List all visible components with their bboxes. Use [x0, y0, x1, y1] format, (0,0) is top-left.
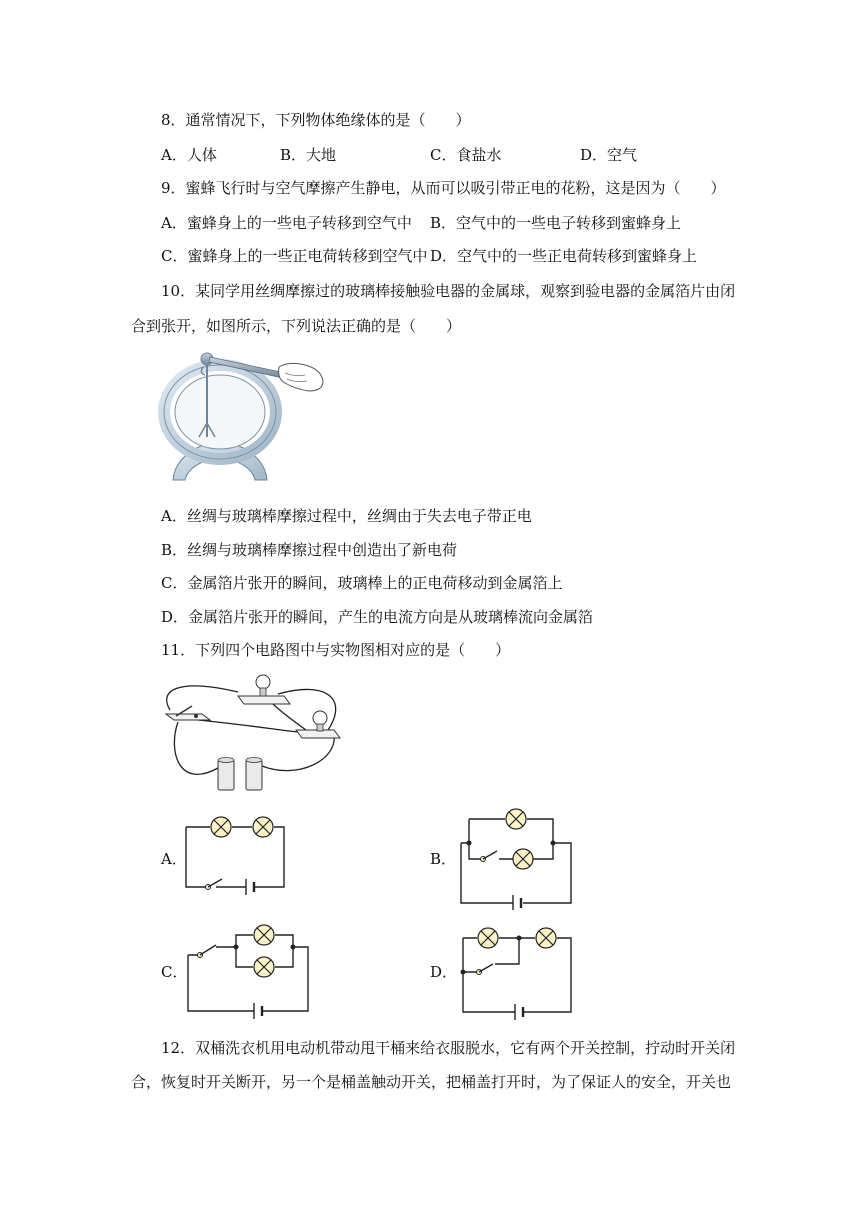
circuit-diagram-c: [180, 915, 315, 1020]
option-d-label: D．: [430, 963, 458, 981]
q9-option-d: D．空气中的一些正电荷转移到蜜蜂身上: [430, 247, 698, 265]
q8-stem: 8．通常情况下，下列物体绝缘体的是（ ）: [161, 111, 471, 129]
lamp-icon: [254, 925, 274, 945]
q10-stem-line1: 10．某同学用丝绸摩擦过的玻璃棒接触验电器的金属球，观察到验电器的金属箔片由闭: [161, 282, 736, 300]
option-c-label: C．: [161, 963, 188, 981]
q8-option-d: D．空气: [580, 146, 638, 164]
q10-option-a: A．丝绸与玻璃棒摩擦过程中，丝绸由于失去电子带正电: [161, 507, 532, 525]
q9-stem: 9．蜜蜂飞行时与空气摩擦产生静电，从而可以吸引带正电的花粉，这是因为（ ）: [161, 179, 726, 197]
option-b-label: B．: [430, 850, 457, 868]
lamp-icon: [506, 809, 526, 829]
q11-stem: 11．下列四个电路图中与实物图相对应的是（ ）: [161, 641, 511, 659]
lamp-icon: [253, 817, 273, 837]
lamp-icon: [254, 957, 274, 977]
lamp-icon: [211, 817, 231, 837]
physical-circuit-figure: [158, 670, 348, 800]
option-a-label: A．: [161, 850, 187, 868]
circuit-diagram-b: [455, 805, 580, 910]
circuit-diagram-d: [455, 920, 580, 1020]
lamp-icon: [513, 849, 533, 869]
lamp-icon: [478, 928, 498, 948]
circuit-diagram-a: [180, 815, 290, 895]
electroscope-figure: [155, 345, 335, 495]
q9-option-a: A．蜜蜂身上的一些电子转移到空气中: [161, 214, 412, 232]
q12-line1: 12．双桶洗衣机用电动机带动甩干桶来给衣服脱水，它有两个开关控制，拧动时开关闭: [161, 1039, 736, 1057]
q10-option-c: C．金属箔片张开的瞬间，玻璃棒上的正电荷移动到金属箔上: [161, 574, 563, 592]
q10-option-b: B．丝绸与玻璃棒摩擦过程中创造出了新电荷: [161, 541, 458, 559]
q10-option-d: D．金属箔片张开的瞬间，产生的电流方向是从玻璃棒流向金属箔: [161, 608, 594, 626]
q9-option-c: C．蜜蜂身上的一些正电荷转移到空气中: [161, 247, 428, 265]
q8-option-c: C．食盐水: [430, 146, 502, 164]
lamp-icon: [536, 928, 556, 948]
q12-line2: 合，恢复时开关断开，另一个是桶盖触动开关，把桶盖打开时，为了保证人的安全，开关也: [131, 1073, 732, 1091]
q9-option-b: B．空气中的一些电子转移到蜜蜂身上: [430, 214, 682, 232]
q8-option-a: A．人体: [161, 146, 217, 164]
q8-option-b: B．大地: [280, 146, 337, 164]
q10-stem-line2: 合到张开，如图所示，下列说法正确的是（ ）: [131, 317, 462, 335]
